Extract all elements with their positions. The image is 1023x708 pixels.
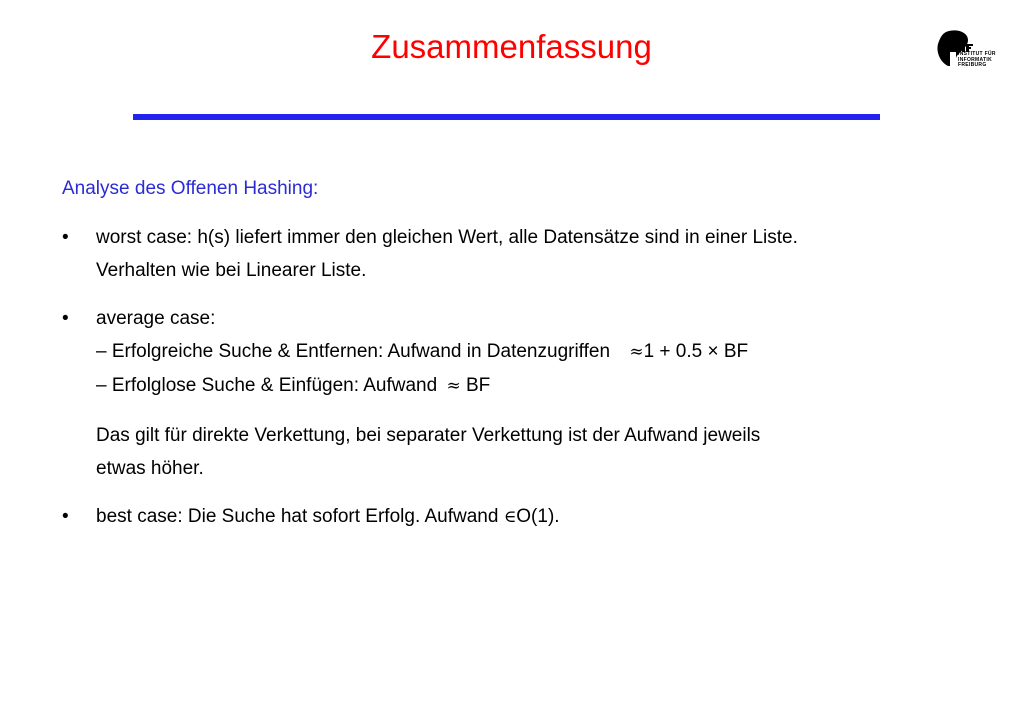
average-case-note-line: etwas höher. [96,458,204,479]
logo-caption [958,52,996,69]
title-underline [133,114,880,120]
success-prefix: – Erfolgreiche Suche & Entfernen: Aufwand in Datenzugriffen [96,341,611,362]
average-case-note-line: Das gilt für direkte Verkettung, bei separater Verkettung ist der Aufwand jeweils [96,425,761,446]
success-value: 1 + 0.5 × BF [643,341,749,362]
bullet-best-case [96,500,560,534]
bullet-marker: • [62,308,69,329]
slide-title: Zusammenfassung [371,28,652,65]
element-of-symbol: ∈ [503,507,517,527]
approx-symbol: ≈ [446,376,461,396]
fail-value: BF [466,375,491,396]
average-case-fail-line [96,369,760,403]
best-case-line [96,500,560,534]
bullet-average-case [96,302,760,485]
section-heading: Analyse des Offenen Hashing: [62,178,319,199]
bullet-marker: • [62,227,69,248]
iif-logo [934,28,994,84]
worst-case-line: Verhalten wie bei Linearer Liste. [96,260,367,281]
logo-caption-line: INSTITUT FÜR [958,51,996,57]
fail-prefix: – Erfolglose Suche & Einfügen: Aufwand [96,375,438,396]
average-case-label: average case: [96,308,216,329]
best-case-prefix: best case: Die Suche hat sofort Erfolg. Aufwand [96,506,499,527]
average-case-success-line [96,335,760,369]
best-case-value: O(1). [516,506,560,527]
worst-case-line: worst case: h(s) liefert immer den gleichen Wert, alle Datensätze sind in einer Liste. [96,227,798,248]
approx-symbol: ≈ [629,342,644,362]
logo-caption-line: INFORMATIK [958,56,993,63]
bullet-worst-case [96,221,798,287]
logo-caption-line: FREIBURG [958,62,987,68]
bullet-marker: • [62,506,69,527]
